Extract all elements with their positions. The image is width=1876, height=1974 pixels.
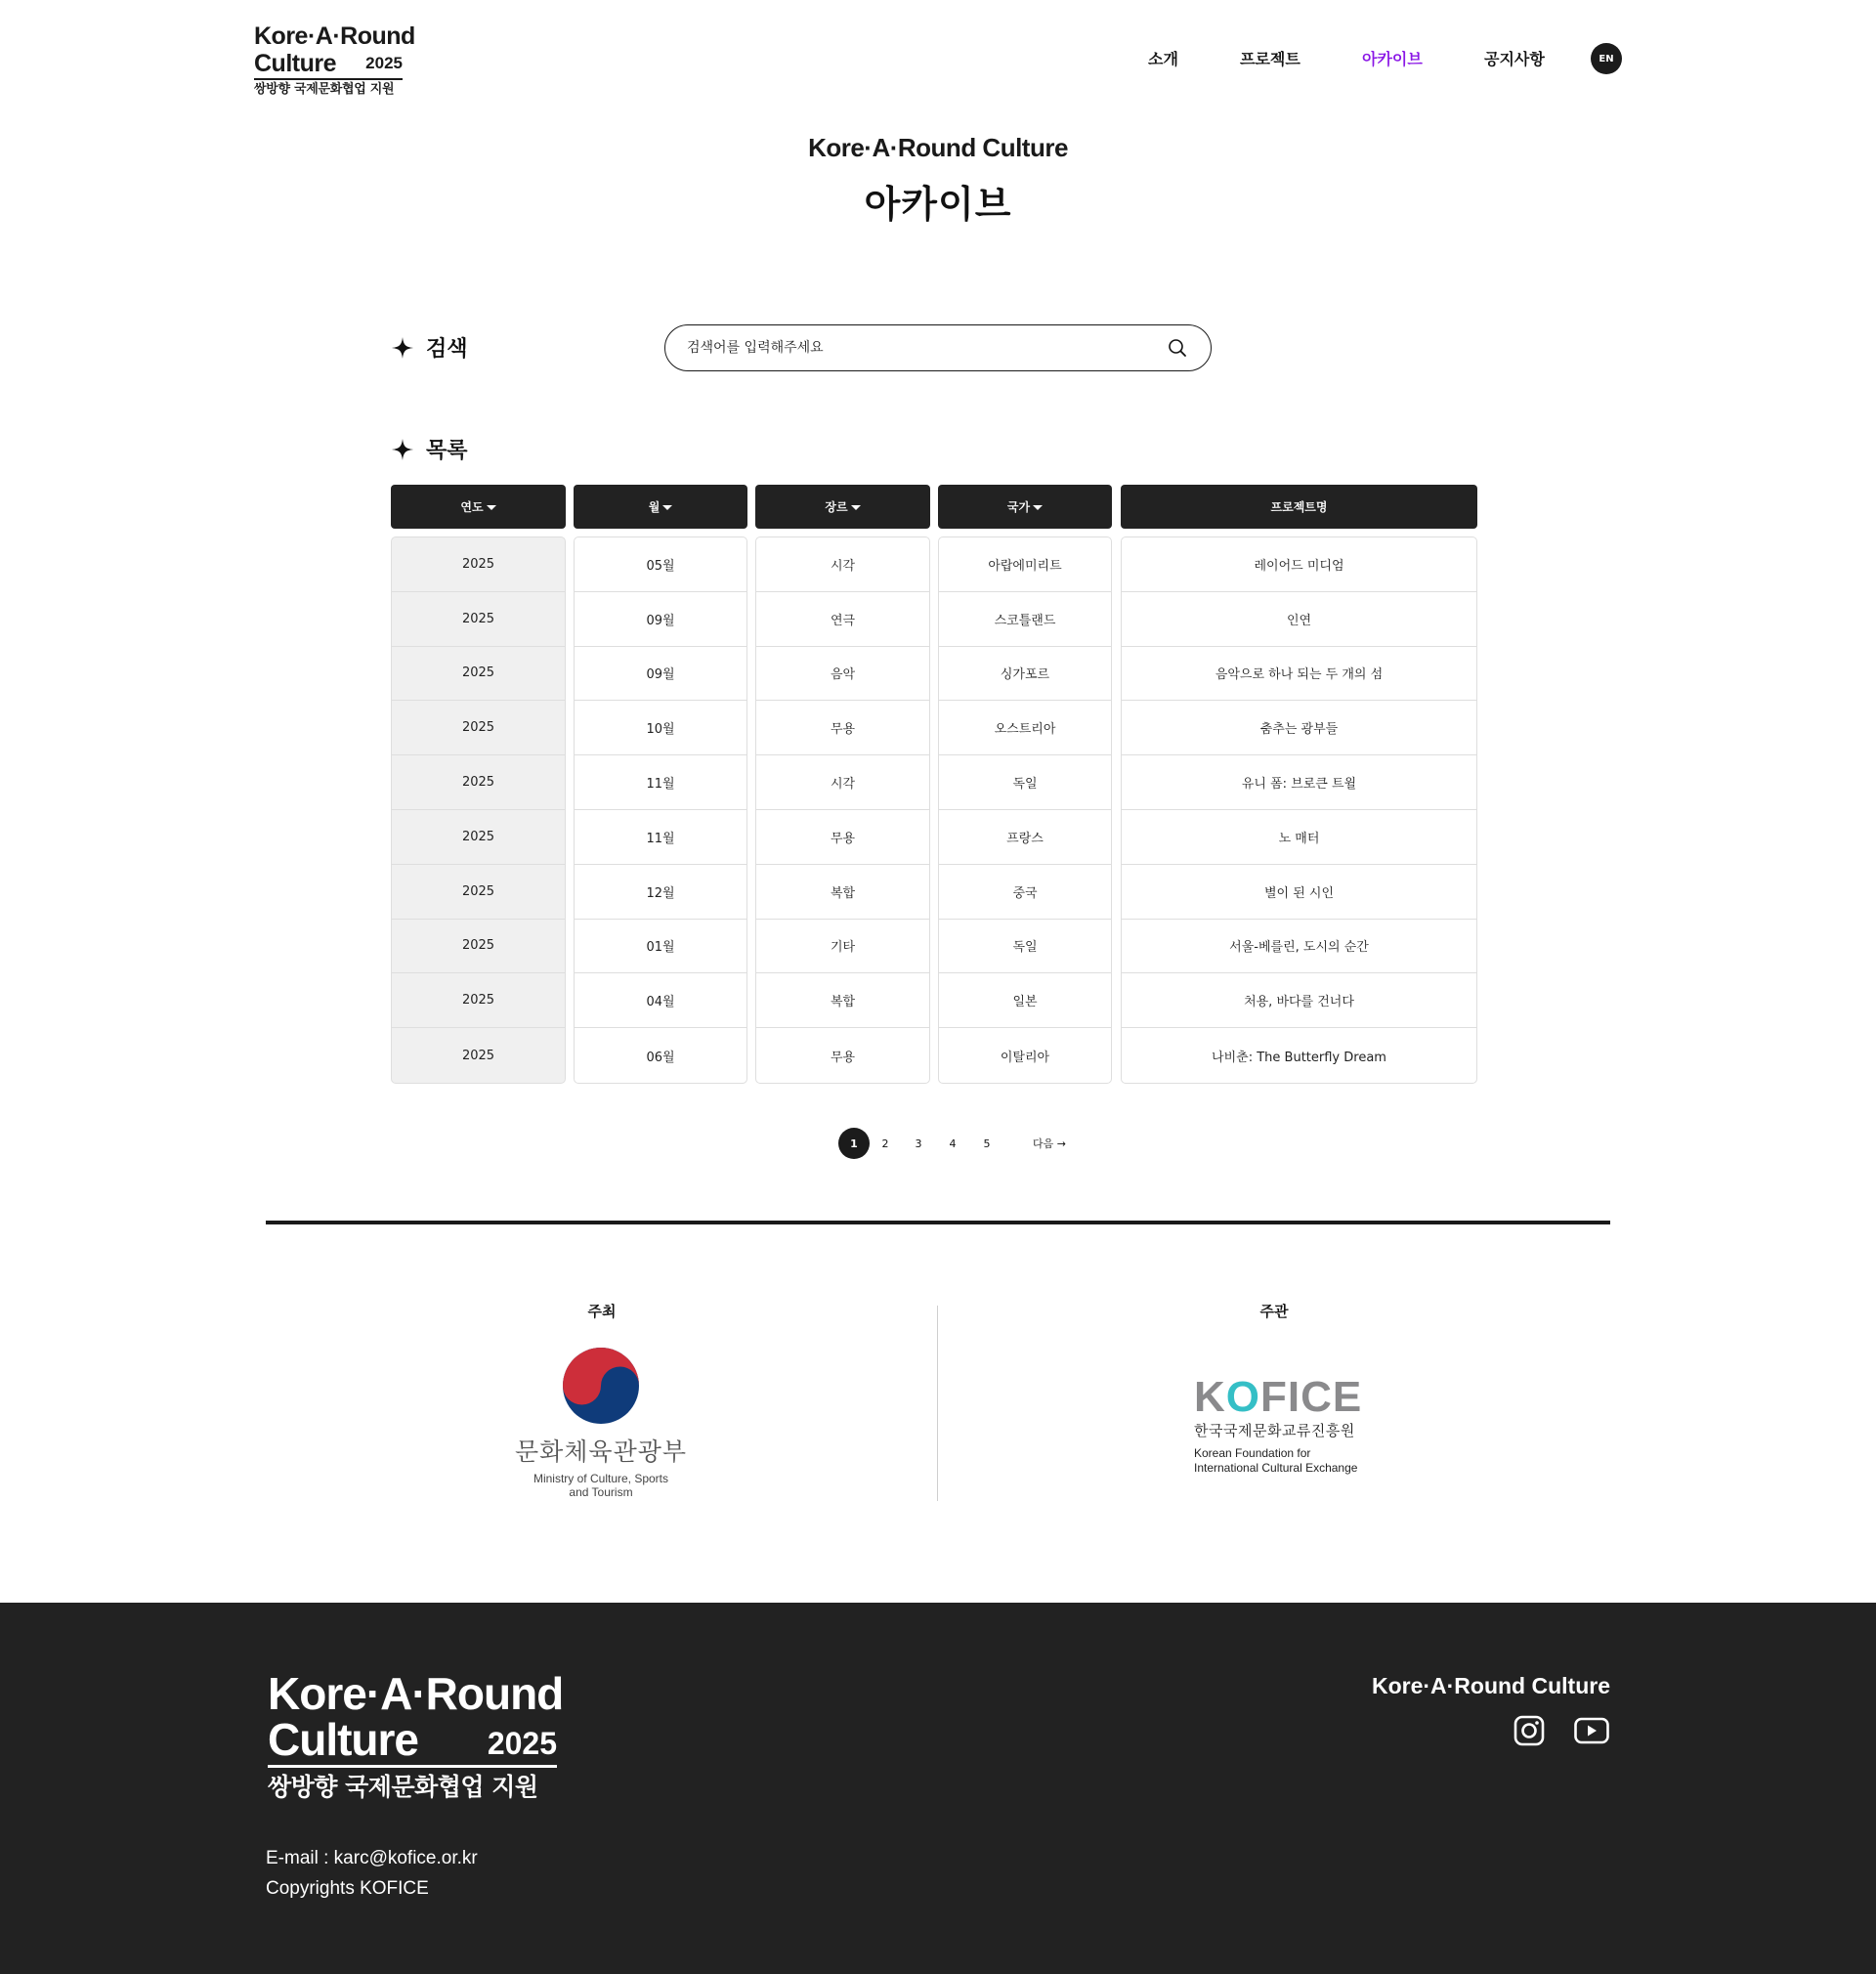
- column-header-label: 프로젝트명: [1270, 500, 1328, 514]
- caret-down-icon: [851, 505, 861, 510]
- logo-line-1: Kore·A·Round: [254, 22, 415, 50]
- table-cell-genre: 무용: [830, 1050, 856, 1065]
- column-body-month: [574, 536, 747, 1084]
- table-cell-year: 2025: [392, 647, 565, 702]
- column-header-label: 월: [648, 500, 661, 514]
- language-toggle-button[interactable]: EN: [1591, 43, 1622, 74]
- logo-tagline: 쌍방향 국제문화협업 지원: [254, 82, 395, 97]
- table-cell-project-link[interactable]: 서울-베를린, 도시의 순간: [1122, 920, 1476, 974]
- caret-down-icon: [1033, 505, 1043, 510]
- table-cell-month: 09월: [575, 647, 746, 702]
- table-cell-genre: 복합: [756, 973, 929, 1028]
- table-cell-genre: 시각: [756, 537, 929, 592]
- organizer-label: 주관: [1259, 1303, 1289, 1320]
- footer-copyright: Copyrights KOFICE: [266, 1878, 429, 1899]
- table-cell-project-link[interactable]: 나비춘: The Butterfly Dream: [1212, 1050, 1386, 1065]
- page-button-2[interactable]: 2: [881, 1137, 889, 1150]
- footer-info: [266, 1843, 478, 1904]
- table-cell-year: 2025: [392, 810, 565, 865]
- footer-logo-year: 2025: [487, 1726, 557, 1761]
- mcst-logo[interactable]: [508, 1347, 694, 1499]
- table-cell-project-link[interactable]: 음악으로 하나 되는 두 개의 섬: [1122, 647, 1476, 702]
- table-cell-country: 오스트리아: [939, 701, 1111, 755]
- table-cell-month: 11월: [575, 810, 746, 865]
- kofice-name-ko: 한국국제문화교류진흥원: [1194, 1422, 1355, 1439]
- nav-item-archive[interactable]: 아카이브: [1362, 50, 1423, 68]
- table-cell-genre: 무용: [756, 810, 929, 865]
- table-cell-project-link[interactable]: 인연: [1122, 592, 1476, 647]
- next-page-button[interactable]: 다음 →: [1033, 1137, 1066, 1150]
- footer-brand: Kore·A·Round Culture: [1371, 1673, 1610, 1698]
- table-cell-year: 2025: [392, 701, 565, 755]
- taegeuk-emblem-icon: [562, 1347, 640, 1425]
- logo-word: Culture: [254, 50, 336, 77]
- table-cell-project-link[interactable]: 처용, 바다를 건너다: [1122, 973, 1476, 1028]
- table-cell-project-link[interactable]: 별이 된 시인: [1122, 865, 1476, 920]
- sparkle-icon: [391, 438, 414, 461]
- page-button-1[interactable]: 1: [838, 1128, 870, 1159]
- sponsor-divider: [937, 1306, 938, 1501]
- caret-down-icon: [662, 505, 672, 510]
- column-project-name: [1121, 485, 1477, 1084]
- table-cell-month: 10월: [575, 701, 746, 755]
- social-links: [1513, 1714, 1610, 1747]
- column-body-year: [391, 536, 566, 1084]
- table-cell-project-link[interactable]: 유니 폼: 브로큰 트윌: [1122, 755, 1476, 810]
- column-header-project-name: [1121, 485, 1477, 529]
- youtube-icon[interactable]: [1573, 1714, 1610, 1747]
- table-cell-project-link[interactable]: 노 매터: [1122, 810, 1476, 865]
- column-header-label: 연도: [460, 500, 484, 514]
- search-input[interactable]: [687, 325, 1156, 369]
- table-cell-month: 09월: [575, 592, 746, 647]
- table-cell-year: 2025: [392, 592, 565, 647]
- table-cell-country: 스코틀랜드: [939, 592, 1111, 647]
- column-header-genre[interactable]: [755, 485, 930, 529]
- table-cell-country: 독일: [939, 920, 1111, 974]
- table-cell-genre: 기타: [756, 920, 929, 974]
- page-button-4[interactable]: 4: [949, 1137, 957, 1150]
- table-cell-year: 2025: [392, 755, 565, 810]
- host-label: 주최: [587, 1303, 617, 1320]
- column-header-year[interactable]: [391, 485, 566, 529]
- footer-logo-tagline: 쌍방향 국제문화협업 지원: [268, 1773, 538, 1801]
- search-icon[interactable]: [1168, 338, 1187, 358]
- page-subtitle: Kore·A·Round Culture: [808, 133, 1068, 162]
- footer-logo-word: Culture: [268, 1714, 418, 1765]
- kofice-name-en-2: International Cultural Exchange: [1194, 1461, 1358, 1475]
- column-body-genre: [755, 536, 930, 1084]
- site-logo[interactable]: [254, 22, 415, 100]
- table-cell-month: 04월: [575, 973, 746, 1028]
- footer-email[interactable]: E-mail : karc@kofice.or.kr: [266, 1848, 478, 1868]
- kofice-logo[interactable]: [1194, 1373, 1370, 1476]
- mcst-name-en-2: and Tourism: [569, 1485, 633, 1499]
- footer-logo: [268, 1668, 564, 1807]
- search-section-title: 검색: [426, 337, 468, 362]
- table-cell-country: 프랑스: [939, 810, 1111, 865]
- table-cell-month: 12월: [575, 865, 746, 920]
- nav-item-about[interactable]: 소개: [1148, 50, 1178, 68]
- table-cell-country: 아랍에미리트: [939, 537, 1111, 592]
- column-header-month[interactable]: [574, 485, 747, 529]
- instagram-icon[interactable]: [1513, 1714, 1546, 1747]
- column-header-label: 국가: [1006, 500, 1031, 514]
- table-cell-month: 06월: [646, 1050, 675, 1065]
- table-cell-country: 일본: [939, 973, 1111, 1028]
- table-cell-month: 01월: [575, 920, 746, 974]
- section-divider: [266, 1221, 1610, 1224]
- page-title: 아카이브: [864, 183, 1012, 226]
- site-header: [0, 0, 1876, 117]
- column-genre: [755, 485, 930, 1084]
- nav-item-notices[interactable]: 공지사항: [1484, 50, 1545, 68]
- list-section-title: 목록: [426, 439, 468, 463]
- table-cell-genre: 무용: [756, 701, 929, 755]
- table-cell-year: 2025: [392, 537, 565, 592]
- mcst-name-ko: 문화체육관광부: [514, 1438, 688, 1466]
- footer-logo-line-2: [268, 1716, 557, 1768]
- table-cell-month: 11월: [575, 755, 746, 810]
- column-header-country[interactable]: [938, 485, 1112, 529]
- table-cell-country: 독일: [939, 755, 1111, 810]
- table-cell-country: 중국: [939, 865, 1111, 920]
- kofice-mark-rest: FICE: [1260, 1373, 1363, 1421]
- table-cell-country: 이탈리아: [1000, 1050, 1050, 1065]
- column-country: [938, 485, 1112, 1084]
- page-button-5[interactable]: 5: [983, 1137, 991, 1150]
- table-cell-year: 2025: [461, 1048, 495, 1063]
- column-month: [574, 485, 747, 1084]
- table-cell-genre: 복합: [756, 865, 929, 920]
- caret-down-icon: [487, 505, 496, 510]
- search-section-label: [391, 332, 468, 363]
- site-footer: [0, 1603, 1876, 1974]
- column-header-label: 장르: [825, 500, 848, 514]
- logo-year: 2025: [365, 54, 403, 72]
- table-cell-year: 2025: [392, 865, 565, 920]
- mcst-name-en-1: Ministry of Culture, Sports: [533, 1472, 669, 1485]
- table-cell-year: 2025: [392, 973, 565, 1028]
- footer-logo-line-1: Kore·A·Round: [268, 1668, 564, 1719]
- column-body-country: [938, 536, 1112, 1084]
- table-cell-year: 2025: [392, 920, 565, 974]
- table-cell-country: 싱가포르: [939, 647, 1111, 702]
- table-cell-project-link[interactable]: 레이어드 미디엄: [1122, 537, 1476, 592]
- table-cell-genre: 시각: [756, 755, 929, 810]
- page-button-3[interactable]: 3: [915, 1137, 922, 1150]
- column-body-project-name: [1121, 536, 1477, 1084]
- table-cell-genre: 연극: [756, 592, 929, 647]
- list-section-label: [391, 434, 468, 464]
- table-cell-month: 05월: [575, 537, 746, 592]
- table-cell-project-link[interactable]: 춤추는 광부들: [1122, 701, 1476, 755]
- kofice-mark-k: K: [1194, 1373, 1226, 1421]
- kofice-wordmark: [1194, 1373, 1370, 1421]
- column-year: [391, 485, 566, 1084]
- table-cell-genre: 음악: [756, 647, 929, 702]
- logo-line-2: [254, 50, 403, 80]
- nav-item-projects[interactable]: 프로젝트: [1240, 50, 1300, 68]
- kofice-mark-o: O: [1225, 1373, 1261, 1421]
- search-bar: [664, 324, 1212, 371]
- sparkle-icon: [391, 336, 414, 360]
- kofice-name-en-1: Korean Foundation for: [1194, 1446, 1311, 1460]
